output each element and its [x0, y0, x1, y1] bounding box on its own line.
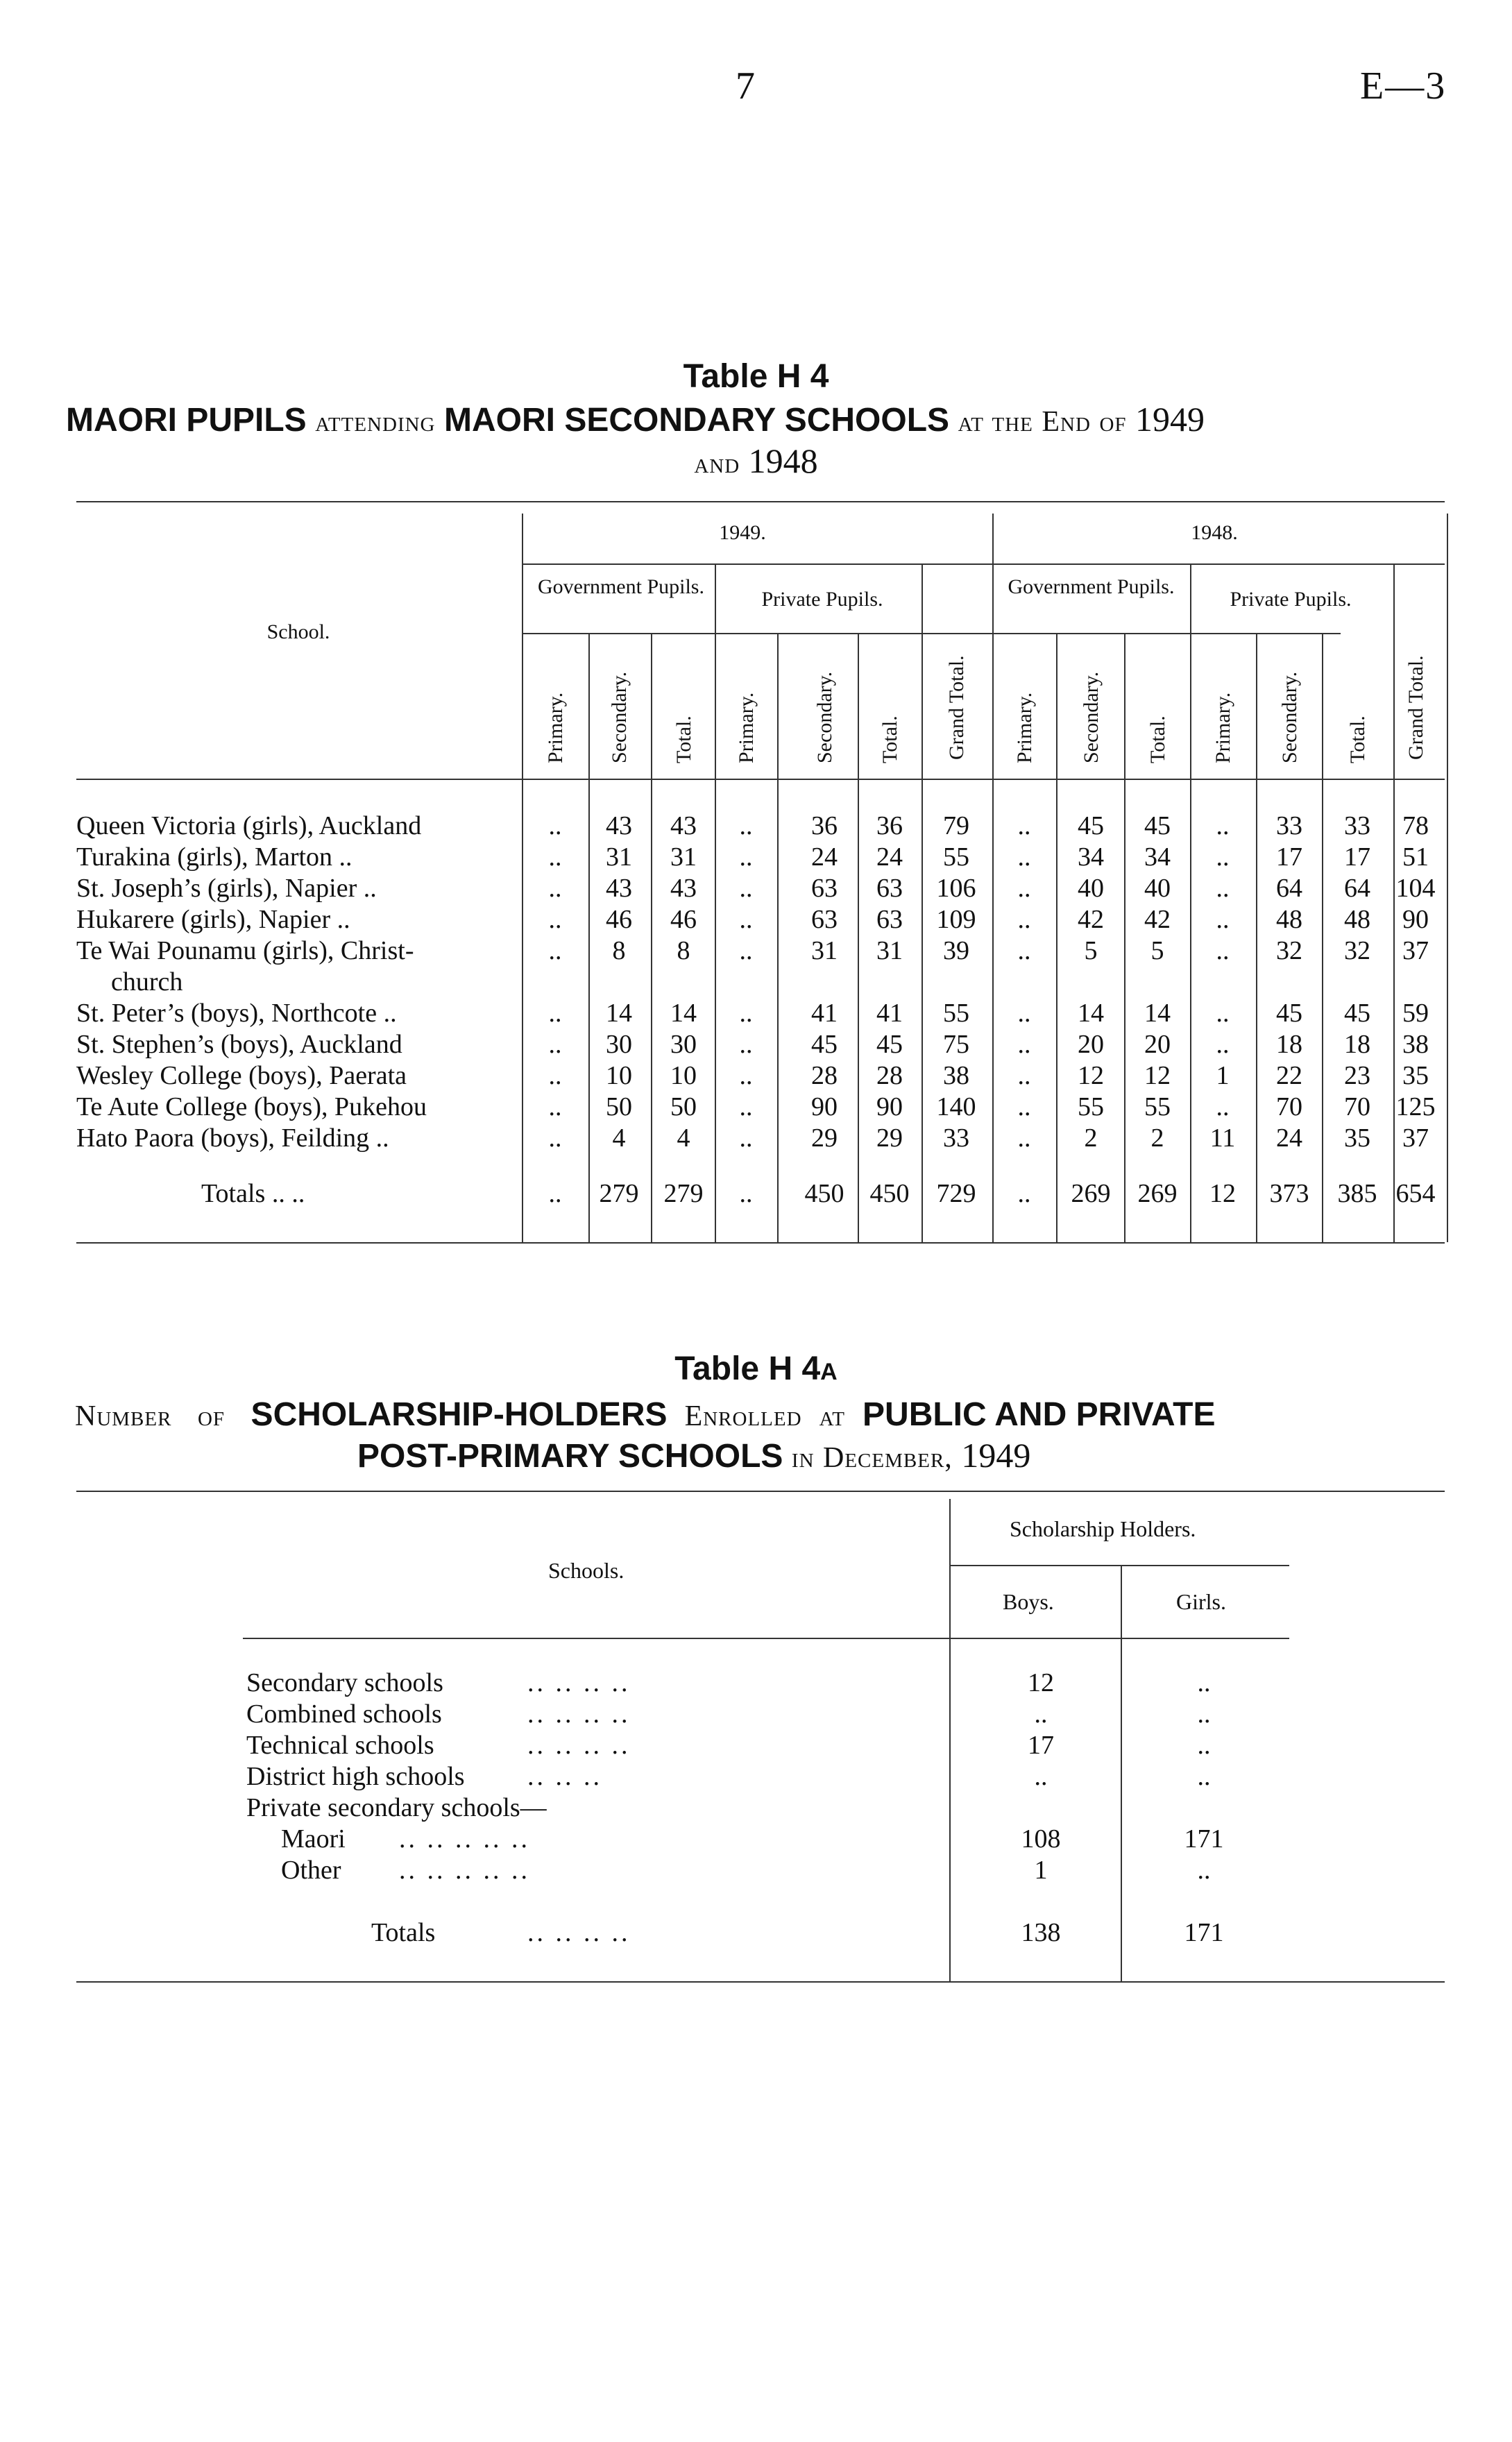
table-h4a-group-rule — [949, 1565, 1289, 1566]
table-h4-cell: 36 — [811, 811, 838, 840]
table-h4-cell: 20 — [1144, 1030, 1171, 1059]
table-h4-cell: 38 — [943, 1061, 969, 1090]
table2-girls-cell: .. — [1197, 1731, 1211, 1760]
table-h4-row-school: Hato Paora (boys), Feilding .. — [76, 1124, 389, 1153]
table-h4-totals-cell: 373 — [1269, 1179, 1309, 1208]
table-h4-cell: .. — [739, 811, 753, 840]
document-code: E—3 — [1360, 65, 1447, 108]
table-h4-cell: 31 — [876, 936, 903, 965]
table-h4a-title-line2: POST-PRIMARY SCHOOLS in December, 1949 — [357, 1436, 1031, 1475]
table-h4-title-line2: and 1948 — [694, 441, 818, 480]
table-h4-cell: 2 — [1084, 1124, 1098, 1153]
table-h4-cell: .. — [1017, 999, 1031, 1028]
table-h4-cell: .. — [1216, 905, 1230, 934]
table-h4-cell: 36 — [876, 811, 903, 840]
table-h4-cell: 64 — [1344, 874, 1370, 903]
table-h4-cell: .. — [548, 936, 562, 965]
table-h4-cell: 45 — [1144, 811, 1171, 840]
table-h4-cell: 8 — [677, 936, 690, 965]
table-h4-cell: 28 — [876, 1061, 903, 1090]
table-h4-cell: 41 — [876, 999, 903, 1028]
table2-row-label: Other — [281, 1856, 341, 1885]
table2-row-label: Combined schools — [246, 1699, 442, 1729]
table-h4-year-rule — [522, 563, 1445, 565]
table-h4-cell: .. — [548, 999, 562, 1028]
table-h4-cell: 45 — [876, 1030, 903, 1059]
table-h4-top-rule — [76, 501, 1445, 502]
table-h4-subheader-total: Total. — [1146, 715, 1169, 763]
table-h4-column-divider — [1056, 633, 1057, 1242]
table-h4-cell: 28 — [811, 1061, 838, 1090]
table-h4-cell: .. — [1017, 874, 1031, 903]
table-h4-cell: 12 — [1078, 1061, 1104, 1090]
table-h4-cell: 29 — [811, 1124, 838, 1153]
table-h4-totals-cell: 279 — [663, 1179, 704, 1208]
table-h4-cell: 125 — [1395, 1092, 1436, 1121]
table-h4-cell: 30 — [606, 1030, 632, 1059]
table-h4-row-school: Te Wai Pounamu (girls), Christ- — [76, 936, 414, 965]
table-h4-cell: 34 — [1144, 842, 1171, 872]
table-h4-cell: .. — [739, 936, 753, 965]
table-h4-cell: .. — [1216, 842, 1230, 872]
table-h4-column-divider — [1322, 633, 1323, 1242]
table-h4-cell: .. — [1017, 905, 1031, 934]
table-h4-cell: 20 — [1078, 1030, 1104, 1059]
table2-girls-cell: .. — [1197, 1762, 1211, 1791]
table-h4-title-line1: MAORI PUPILS attending MAORI SECONDARY SCHOOLS at the End of 1949 — [66, 400, 1205, 439]
table-h4-cell: 48 — [1344, 905, 1370, 934]
table-h4-cell: 12 — [1144, 1061, 1171, 1090]
table-h4-cell: .. — [548, 1030, 562, 1059]
table2-boys-cell: 17 — [1028, 1731, 1054, 1760]
table-h4-header-priv-1949: Private Pupils. — [761, 588, 883, 611]
table-h4-cell: 35 — [1402, 1061, 1429, 1090]
table-h4-cell: 37 — [1402, 1124, 1429, 1153]
table-h4-row-school-cont: church — [111, 967, 183, 997]
table-h4-cell: 10 — [606, 1061, 632, 1090]
table-h4-cell: .. — [1216, 1030, 1230, 1059]
table-h4-cell: .. — [739, 1124, 753, 1153]
table-h4-cell: .. — [739, 1092, 753, 1121]
table-h4a-header-schools: Schools. — [548, 1558, 625, 1583]
table-h4-cell: 24 — [811, 842, 838, 872]
table-h4-subheader-secondary: Secondary. — [1080, 671, 1103, 763]
table-h4-totals-cell: .. — [548, 1179, 562, 1208]
table-h4a-divider-boys — [949, 1499, 951, 1981]
table-h4-cell: 22 — [1276, 1061, 1302, 1090]
table-h4-cell: 18 — [1344, 1030, 1370, 1059]
table-h4-cell: 79 — [943, 811, 969, 840]
table-h4-subheader-primary: Primary. — [1212, 692, 1234, 763]
table-h4-cell: .. — [1017, 1092, 1031, 1121]
table-h4-cell: 55 — [1144, 1092, 1171, 1121]
table-h4-cell: .. — [739, 874, 753, 903]
table-h4-cell: 55 — [943, 999, 969, 1028]
table2-girls-cell: 171 — [1184, 1824, 1224, 1854]
table-h4-cell: .. — [548, 905, 562, 934]
table-h4-cell: 4 — [677, 1124, 690, 1153]
table-h4-subheader-primary: Primary. — [735, 692, 758, 763]
table-h4-cell: 14 — [1144, 999, 1171, 1028]
table-h4-cell: .. — [1017, 842, 1031, 872]
table-h4-cell: 32 — [1276, 936, 1302, 965]
table-h4-cell: 70 — [1344, 1092, 1370, 1121]
table-h4-cell: 8 — [612, 936, 626, 965]
table-h4-cell: .. — [739, 1030, 753, 1059]
table-h4-column-divider — [921, 563, 923, 1242]
table-h4-cell: 5 — [1150, 936, 1164, 965]
table-h4-cell: 5 — [1084, 936, 1098, 965]
table-h4a-divider-girls — [1121, 1565, 1122, 1981]
table-h4-totals-cell: 729 — [936, 1179, 976, 1208]
table-h4-cell: 50 — [670, 1092, 697, 1121]
table-h4-row-school: Hukarere (girls), Napier .. — [76, 905, 350, 934]
table-h4-subheader-secondary: Secondary. — [1278, 671, 1301, 763]
table-h4-cell: 40 — [1144, 874, 1171, 903]
table2-girls-cell: .. — [1197, 1668, 1211, 1697]
table-h4-cell: .. — [1017, 1124, 1031, 1153]
table-h4-cell: .. — [739, 842, 753, 872]
table-h4-cell: 40 — [1078, 874, 1104, 903]
table-h4a-bottom-rule — [76, 1981, 1445, 1983]
table-h4-cell: 55 — [1078, 1092, 1104, 1121]
table2-totals-dots: .. .. .. .. — [527, 1918, 631, 1947]
table2-row-dots: .. .. .. — [527, 1762, 602, 1791]
table-h4-header-bottom-rule — [76, 779, 1445, 780]
table-h4-totals-cell: 385 — [1337, 1179, 1377, 1208]
table-h4-subheader-grand: Grand Total. — [945, 655, 968, 760]
table-h4-cell: 63 — [876, 874, 903, 903]
table-h4-cell: .. — [1017, 811, 1031, 840]
table-h4-row-school: Turakina (girls), Marton .. — [76, 842, 352, 872]
table-h4-cell: 45 — [1276, 999, 1302, 1028]
table-h4-heading: Table H 4 — [683, 358, 829, 395]
table-h4-cell: 78 — [1402, 811, 1429, 840]
table2-totals-boys: 138 — [1021, 1918, 1061, 1947]
page-number: 7 — [736, 65, 755, 108]
table2-boys-cell: .. — [1034, 1762, 1048, 1791]
table-h4-cell: 39 — [943, 936, 969, 965]
table-h4-cell: 90 — [811, 1092, 838, 1121]
table-h4-cell: 31 — [670, 842, 697, 872]
table-h4-header-gov-1948: Government Pupils. — [1008, 575, 1175, 598]
table-h4-cell: 4 — [612, 1124, 626, 1153]
table-h4-cell: 38 — [1402, 1030, 1429, 1059]
table-h4-totals-label: Totals .. .. — [201, 1179, 305, 1208]
table2-row-label: Secondary schools — [246, 1668, 443, 1697]
table-h4-cell: 43 — [606, 874, 632, 903]
table-h4-cell: 14 — [1078, 999, 1104, 1028]
table-h4a-header-bottom-rule — [243, 1638, 1289, 1639]
table2-girls-cell: .. — [1197, 1699, 1211, 1729]
table-h4-cell: 29 — [876, 1124, 903, 1153]
table-h4-cell: .. — [739, 905, 753, 934]
table-h4-cell: 46 — [670, 905, 697, 934]
table-h4-cell: 90 — [1402, 905, 1429, 934]
table-h4a-header-boys: Boys. — [1003, 1589, 1054, 1614]
table-h4-cell: .. — [1216, 936, 1230, 965]
table-h4-cell: 43 — [670, 874, 697, 903]
table-h4-cell: 24 — [876, 842, 903, 872]
table-h4-cell: 109 — [936, 905, 976, 934]
table-h4-totals-cell: .. — [739, 1179, 753, 1208]
table-h4-cell: .. — [548, 1061, 562, 1090]
table-h4-cell: 46 — [606, 905, 632, 934]
table-h4-cell: 42 — [1144, 905, 1171, 934]
table-h4-cell: .. — [1017, 1030, 1031, 1059]
table2-row-label: District high schools — [246, 1762, 465, 1791]
table-h4-column-divider — [777, 633, 779, 1242]
table-h4-cell: 37 — [1402, 936, 1429, 965]
table-h4-cell: 63 — [876, 905, 903, 934]
table-h4-cell: 140 — [936, 1092, 976, 1121]
table-h4-cell: 11 — [1209, 1124, 1236, 1153]
table-h4-cell: 31 — [811, 936, 838, 965]
table2-row-dots: .. .. .. .. — [527, 1731, 631, 1760]
table-h4-cell: 1 — [1216, 1061, 1230, 1090]
table-h4-totals-cell: 450 — [869, 1179, 910, 1208]
table-h4-cell: 59 — [1402, 999, 1429, 1028]
table-h4-cell: 70 — [1276, 1092, 1302, 1121]
table-h4-cell: 104 — [1395, 874, 1436, 903]
table2-row-dots: .. .. .. .. — [527, 1699, 631, 1729]
table-h4-cell: .. — [1017, 936, 1031, 965]
table-h4-cell: 33 — [1276, 811, 1302, 840]
table2-row-label: Maori — [281, 1824, 346, 1854]
table-h4a-header-holders: Scholarship Holders. — [1010, 1516, 1196, 1541]
table-h4-cell: 32 — [1344, 936, 1370, 965]
table-h4-header-year-1949: 1949. — [719, 521, 766, 544]
table2-girls-cell: .. — [1197, 1856, 1211, 1885]
table-h4a-heading: Table H 4A — [674, 1350, 838, 1387]
table-h4-cell: .. — [548, 1124, 562, 1153]
table-h4a-top-rule — [76, 1491, 1445, 1492]
table-h4-row-school: Te Aute College (boys), Pukehou — [76, 1092, 427, 1121]
table-h4-cell: .. — [548, 842, 562, 872]
table-h4-cell: .. — [1216, 811, 1230, 840]
table-h4-totals-cell: 654 — [1395, 1179, 1436, 1208]
table2-boys-cell: 1 — [1034, 1856, 1048, 1885]
table-h4-cell: 64 — [1276, 874, 1302, 903]
table-h4-subheader-total: Total. — [672, 715, 695, 763]
table2-row-label: Technical schools — [246, 1731, 434, 1760]
table2-row-dots: .. .. .. .. — [527, 1668, 631, 1697]
table-h4-column-divider — [1124, 633, 1125, 1242]
table-h4-cell: 90 — [876, 1092, 903, 1121]
table-h4-cell: 14 — [670, 999, 697, 1028]
table-h4-cell: 63 — [811, 905, 838, 934]
table-h4-cell: .. — [1216, 999, 1230, 1028]
table-h4-cell: 2 — [1150, 1124, 1164, 1153]
table-h4-cell: 17 — [1344, 842, 1370, 872]
table-h4-cell: .. — [548, 1092, 562, 1121]
table-h4-totals-cell: 269 — [1071, 1179, 1111, 1208]
table-h4-cell: 30 — [670, 1030, 697, 1059]
table-h4-subheader-secondary: Secondary. — [813, 671, 836, 763]
table-h4-cell: 41 — [811, 999, 838, 1028]
table-h4-cell: 45 — [1078, 811, 1104, 840]
table-h4-cell: .. — [1216, 1092, 1230, 1121]
table-h4-cell: 45 — [811, 1030, 838, 1059]
table-h4-cell: 42 — [1078, 905, 1104, 934]
table-h4-subheader-primary: Primary. — [1013, 692, 1036, 763]
table-h4-cell: 51 — [1402, 842, 1429, 872]
table-h4-cell: 33 — [1344, 811, 1370, 840]
table-h4-cell: 31 — [606, 842, 632, 872]
table-h4-totals-cell: 279 — [599, 1179, 639, 1208]
table-h4-subheader-primary: Primary. — [544, 692, 567, 763]
table2-totals-label: Totals — [371, 1918, 436, 1947]
table-h4-cell: 43 — [670, 811, 697, 840]
table-h4-bottom-rule — [76, 1242, 1445, 1244]
table-h4-cell: 48 — [1276, 905, 1302, 934]
table-h4-cell: .. — [1017, 1061, 1031, 1090]
table2-row-label: Private secondary schools— — [246, 1793, 547, 1822]
table-h4-header-year-1948: 1948. — [1191, 521, 1238, 544]
table-h4-cell: 75 — [943, 1030, 969, 1059]
table-h4-subheader-total: Total. — [1346, 715, 1369, 763]
table-h4-column-divider — [1256, 633, 1257, 1242]
table-h4-cell: 55 — [943, 842, 969, 872]
table-h4-header-priv-1948: Private Pupils. — [1230, 588, 1352, 611]
table-h4-subheader-total: Total. — [878, 715, 901, 763]
table-h4-cell: 106 — [936, 874, 976, 903]
table-h4-cell: 35 — [1344, 1124, 1370, 1153]
table-h4-row-school: Queen Victoria (girls), Auckland — [76, 811, 422, 840]
table-h4-cell: .. — [548, 811, 562, 840]
table2-row-dots: .. .. .. .. .. — [399, 1856, 530, 1885]
table-h4-row-school: St. Peter’s (boys), Northcote .. — [76, 999, 397, 1028]
table-h4-totals-cell: .. — [1017, 1179, 1031, 1208]
table-h4-row-school: Wesley College (boys), Paerata — [76, 1061, 407, 1090]
table-h4-cell: 45 — [1344, 999, 1370, 1028]
table2-boys-cell: .. — [1034, 1699, 1048, 1729]
table-h4-cell: .. — [739, 1061, 753, 1090]
table-h4a-header-girls: Girls. — [1176, 1589, 1226, 1614]
table-h4-column-divider — [522, 514, 523, 1242]
table-h4-cell: .. — [1216, 874, 1230, 903]
table-h4-cell: 10 — [670, 1061, 697, 1090]
table-h4-totals-cell: 269 — [1137, 1179, 1178, 1208]
table2-boys-cell: 108 — [1021, 1824, 1061, 1854]
table-h4-cell: .. — [548, 874, 562, 903]
table2-row-dots: .. .. .. .. .. — [399, 1824, 530, 1854]
table-h4-row-school: St. Joseph’s (girls), Napier .. — [76, 874, 377, 903]
table2-boys-cell: 12 — [1028, 1668, 1054, 1697]
table-h4-cell: 14 — [606, 999, 632, 1028]
table-h4-cell: 17 — [1276, 842, 1302, 872]
table-h4-cell: 33 — [943, 1124, 969, 1153]
table-h4-cell: 34 — [1078, 842, 1104, 872]
table-h4a-title-line1: Number of SCHOLARSHIP-HOLDERS Enrolled at PUBLIC AND PRIVATE — [75, 1396, 1216, 1433]
table-h4-row-school: St. Stephen’s (boys), Auckland — [76, 1030, 402, 1059]
table-h4-header-gov-1949: Government Pupils. — [538, 575, 704, 598]
table-h4-header-school: School. — [266, 620, 330, 643]
table2-totals-girls: 171 — [1184, 1918, 1224, 1947]
table-h4-totals-cell: 12 — [1209, 1179, 1236, 1208]
table-h4-cell: .. — [739, 999, 753, 1028]
table-h4-cell: 24 — [1276, 1124, 1302, 1153]
table-h4-totals-cell: 450 — [804, 1179, 844, 1208]
table-h4-group-rule — [522, 633, 1341, 634]
table-h4-cell: 63 — [811, 874, 838, 903]
table-h4-cell: 23 — [1344, 1061, 1370, 1090]
table-h4-cell: 43 — [606, 811, 632, 840]
table-h4-cell: 50 — [606, 1092, 632, 1121]
table-h4-cell: 18 — [1276, 1030, 1302, 1059]
table-h4-subheader-secondary: Secondary. — [608, 671, 631, 763]
table-h4-subheader-grand: Grand Total. — [1404, 655, 1427, 760]
table-h4-column-divider — [1447, 514, 1448, 1242]
